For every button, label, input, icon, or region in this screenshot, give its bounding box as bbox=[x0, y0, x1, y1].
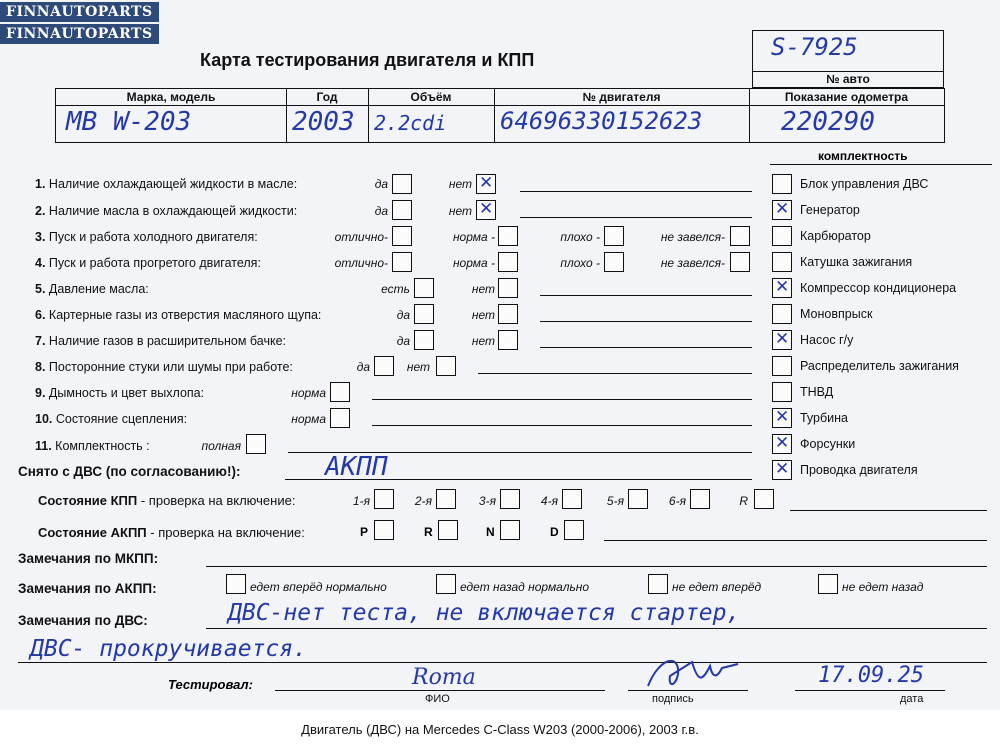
test-5-yes-checkbox[interactable] bbox=[414, 278, 434, 298]
header-engine-number: № двигателя bbox=[582, 90, 661, 104]
test-row-8: 8. Посторонние стуки или шумы при работе: bbox=[35, 360, 293, 374]
auto-number-value: S-7925 bbox=[771, 33, 858, 61]
test-8-no-checkbox[interactable] bbox=[436, 356, 456, 376]
header-make-model: Марка, модель bbox=[126, 90, 216, 104]
test-6-yes-checkbox[interactable] bbox=[414, 304, 434, 324]
tester-name: Roma bbox=[412, 665, 476, 690]
removed-label: Снято с ДВС (по согласованию!): bbox=[18, 464, 241, 479]
test-7-yes-checkbox[interactable] bbox=[414, 330, 434, 350]
tested-by-label: Тестировал: bbox=[168, 677, 253, 692]
remarks-engine-label: Замечания по ДВС: bbox=[18, 613, 148, 628]
mt-gear-5-checkbox[interactable] bbox=[628, 489, 648, 509]
test-8-yes-checkbox[interactable] bbox=[374, 356, 394, 376]
test-4-normal-checkbox[interactable] bbox=[498, 252, 518, 272]
test-row-11: 11. Комплектность : bbox=[35, 439, 150, 453]
completeness-ignition-coil-checkbox[interactable] bbox=[772, 252, 792, 272]
at-gear-d-checkbox[interactable] bbox=[564, 520, 584, 540]
test-6-no-checkbox[interactable] bbox=[498, 304, 518, 324]
card-title: Карта тестирования двигателя и КПП bbox=[200, 50, 535, 70]
test-4-excellent-checkbox[interactable] bbox=[392, 252, 412, 272]
completeness-title: комплектность bbox=[818, 149, 908, 163]
mt-check-label: Состояние КПП - проверка на включение: bbox=[38, 493, 296, 508]
test-card: FINNAUTOPARTS FINNAUTOPARTS Карта тестирования двигателя и КПП S-7925 № авто Марка, модель Год Объём № двигателя Показание одометра MB W-203 2003 2.2cdi 64696330152623 220290 комплектность 1. Наличие охлаждающей жидкости в масле: да нет ✕ 2. Наличие масла в охлаждающей жидкости: да нет ✕ 3. Пуск и работа холодного двигателя: отлично- норма - плохо - не завелся- 4. Пуск и работа прогретого двигателя: отлично- норма - плохо - не завелся- 5. Давление масла: есть нет 6. Картерные газы из отверстия масляного щупа: да нет 7. Наличие газов в расширительном бачке: да нет 8. Посторонние стуки или шумы при работе: да нет 9. Дымность и цвет выхлопа: норма 10. Состояние сцепления: норма 11. Комплектность : полная Блок управления ДВС ✕ Генератор Карбюратор Катушка зажигания ✕ Компрессор кондиционера Моновпрыск ✕ Насос г/у Распределитель зажигания ТНВД ✕ Турбина ✕ Форсунки ✕ Проводка двигателя Снято с ДВС (по согласованию!): АКПП Состояние КПП - проверка на включение: 1-я 2-я 3-я 4-я 5-я 6-я R Состояние АКПП - проверка на включение: P R N D Замечания по МКПП: Замечания по АКПП: едет вперёд нормально едет назад нормально не едет вперёд не едет назад Замечания по ДВС: ДВС-нет теста, не включается стартер, ДВС- прокручивается. Тестировал: Roma ФИО подпись 17.09.25 дата bbox=[0, 0, 1000, 710]
watermark-line-1: FINNAUTOPARTS bbox=[0, 2, 159, 22]
date-caption: дата bbox=[900, 693, 924, 705]
signature-mark bbox=[640, 652, 745, 694]
mt-gear-2-checkbox[interactable] bbox=[436, 489, 456, 509]
value-odometer: 220290 bbox=[781, 107, 875, 137]
test-4-bad-checkbox[interactable] bbox=[604, 252, 624, 272]
completeness-turbo-checkbox[interactable] bbox=[772, 408, 792, 428]
at-backward-fail-checkbox[interactable] bbox=[818, 574, 838, 594]
completeness-ps-pump-checkbox[interactable] bbox=[772, 330, 792, 350]
test-10-normal-checkbox[interactable] bbox=[330, 408, 350, 428]
test-7-no-checkbox[interactable] bbox=[498, 330, 518, 350]
completeness-injectors-checkbox[interactable] bbox=[772, 434, 792, 454]
completeness-distributor-checkbox[interactable] bbox=[772, 356, 792, 376]
test-2-no-checkbox[interactable] bbox=[476, 200, 496, 220]
at-forward-fail-checkbox[interactable] bbox=[648, 574, 668, 594]
at-gear-p-checkbox[interactable] bbox=[374, 520, 394, 540]
test-3-excellent-checkbox[interactable] bbox=[392, 226, 412, 246]
completeness-injection-pump-checkbox[interactable] bbox=[772, 382, 792, 402]
remarks-engine-line-1: ДВС-нет теста, не включается стартер, bbox=[228, 600, 741, 626]
name-caption: ФИО bbox=[425, 693, 450, 705]
mt-gear-4-checkbox[interactable] bbox=[562, 489, 582, 509]
mt-gear-6-checkbox[interactable] bbox=[690, 489, 710, 509]
header-odometer: Показание одометра bbox=[784, 90, 909, 104]
vehicle-table bbox=[55, 88, 945, 143]
completeness-ac-compressor-checkbox[interactable] bbox=[772, 278, 792, 298]
test-row-9: 9. Дымность и цвет выхлопа: bbox=[35, 386, 205, 400]
test-row-1: 1. Наличие охлаждающей жидкости в масле: bbox=[35, 177, 298, 191]
test-row-6: 6. Картерные газы из отверстия масляного щупа: bbox=[35, 308, 322, 322]
test-row-5: 5. Давление масла: bbox=[35, 282, 149, 296]
completeness-generator-checkbox[interactable] bbox=[772, 200, 792, 220]
value-make-model: MB W-203 bbox=[66, 107, 192, 137]
remarks-at-label: Замечания по АКПП: bbox=[18, 581, 157, 596]
test-row-3: 3. Пуск и работа холодного двигателя: bbox=[35, 230, 258, 244]
test-3-not-started-checkbox[interactable] bbox=[730, 226, 750, 246]
removed-value: АКПП bbox=[325, 452, 388, 482]
test-1-yes-checkbox[interactable] bbox=[392, 174, 412, 194]
mt-gear-r-checkbox[interactable] bbox=[754, 489, 774, 509]
completeness-wiring-checkbox[interactable] bbox=[772, 460, 792, 480]
test-9-normal-checkbox[interactable] bbox=[330, 382, 350, 402]
at-gear-n-checkbox[interactable] bbox=[500, 520, 520, 540]
signature-caption: подпись bbox=[652, 693, 694, 705]
at-backward-ok-checkbox[interactable] bbox=[436, 574, 456, 594]
value-year: 2003 bbox=[292, 107, 355, 137]
completeness-mono-injection-checkbox[interactable] bbox=[772, 304, 792, 324]
test-11-full-checkbox[interactable] bbox=[246, 434, 266, 454]
mt-gear-1-checkbox[interactable] bbox=[374, 489, 394, 509]
header-volume: Объём bbox=[410, 90, 452, 104]
test-5-no-checkbox[interactable] bbox=[498, 278, 518, 298]
at-check-label: Состояние АКПП - проверка на включение: bbox=[38, 525, 305, 540]
test-row-10: 10. Состояние сцепления: bbox=[35, 412, 188, 426]
remarks-engine-line-2: ДВС- прокручивается. bbox=[30, 636, 307, 662]
test-2-yes-checkbox[interactable] bbox=[392, 200, 412, 220]
at-forward-ok-checkbox[interactable] bbox=[226, 574, 246, 594]
test-row-7: 7. Наличие газов в расширительном бачке: bbox=[35, 334, 287, 348]
test-row-2: 2. Наличие масла в охлаждающей жидкости: bbox=[35, 204, 298, 218]
value-engine-number: 64696330152623 bbox=[500, 107, 703, 135]
test-row-4: 4. Пуск и работа прогретого двигателя: bbox=[35, 256, 261, 270]
test-3-bad-checkbox[interactable] bbox=[604, 226, 624, 246]
remarks-mt-label: Замечания по МКПП: bbox=[18, 551, 159, 566]
test-4-not-started-checkbox[interactable] bbox=[730, 252, 750, 272]
test-1-no-checkbox[interactable] bbox=[476, 174, 496, 194]
mt-gear-3-checkbox[interactable] bbox=[500, 489, 520, 509]
photo-caption: Двигатель (ДВС) на Mercedes C-Class W203 (2000-2006), 2003 г.в. bbox=[0, 710, 1000, 750]
header-year: Год bbox=[316, 90, 338, 104]
watermark-line-2: FINNAUTOPARTS bbox=[0, 24, 159, 44]
value-volume: 2.2cdi bbox=[374, 111, 447, 135]
test-date: 17.09.25 bbox=[818, 663, 924, 688]
completeness-carburetor-checkbox[interactable] bbox=[772, 226, 792, 246]
at-gear-r-checkbox[interactable] bbox=[438, 520, 458, 540]
test-3-normal-checkbox[interactable] bbox=[498, 226, 518, 246]
completeness-ecu-checkbox[interactable] bbox=[772, 174, 792, 194]
auto-number-box bbox=[752, 30, 944, 88]
auto-number-label: № авто bbox=[826, 72, 870, 86]
